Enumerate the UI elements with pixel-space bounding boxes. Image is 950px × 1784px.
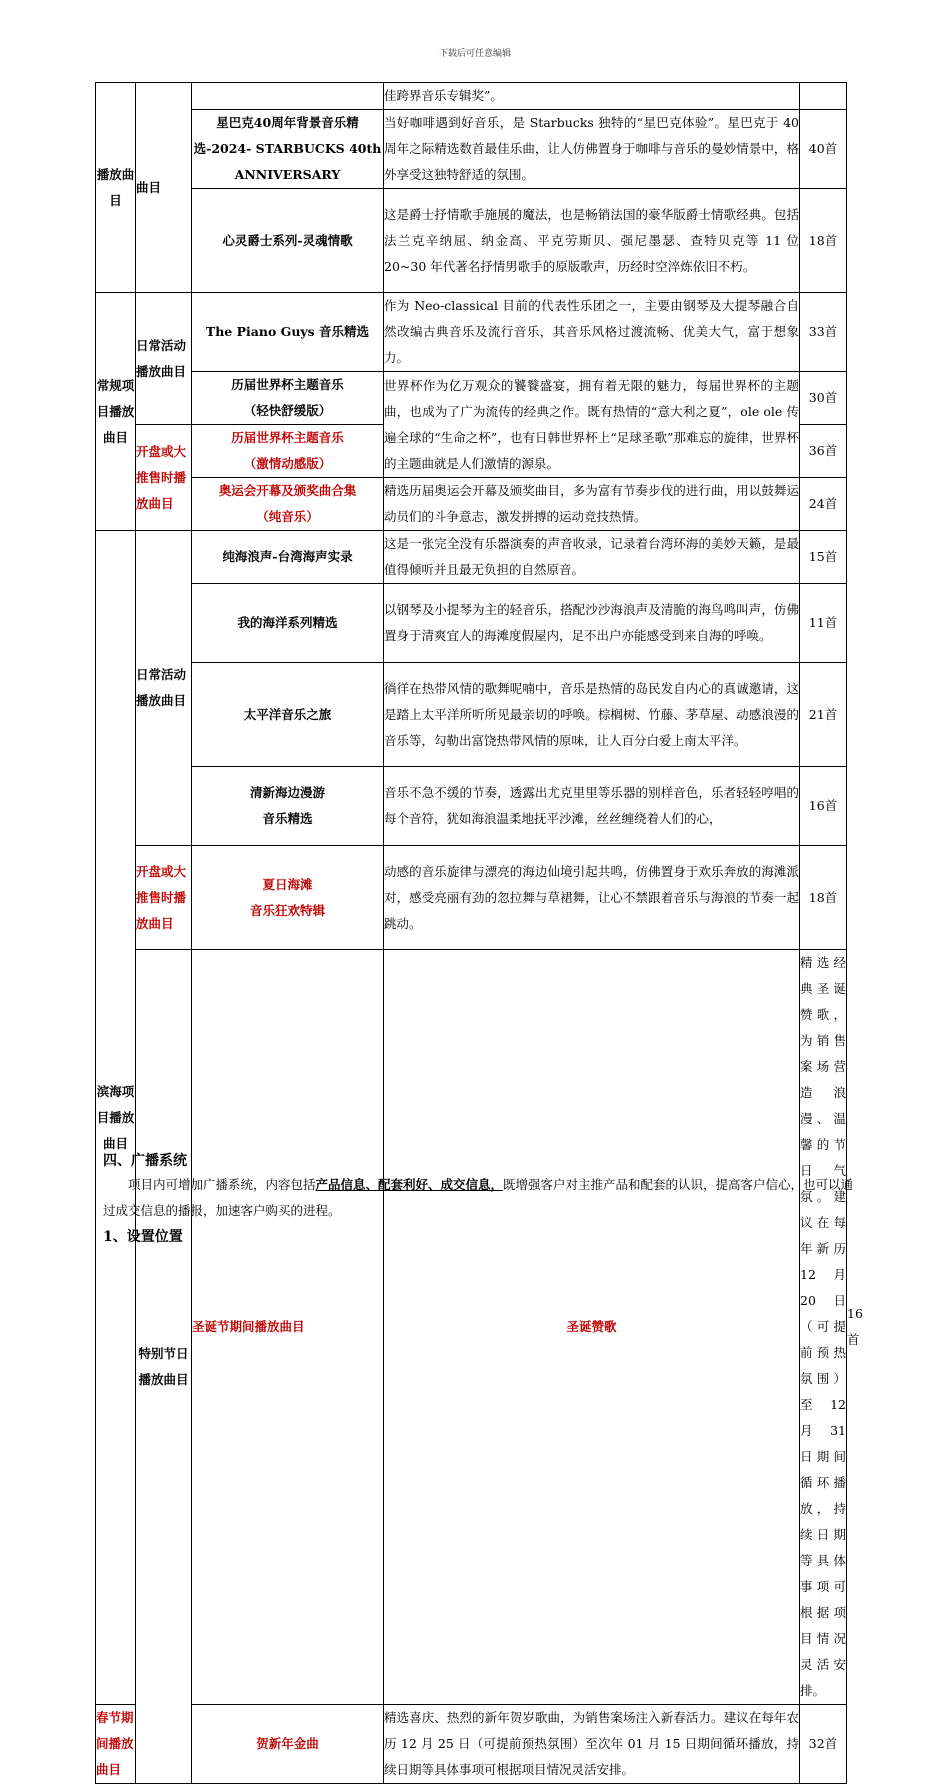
subcategory-cell: 日常活动播放曲目: [136, 293, 192, 425]
count-cell: 18首: [800, 846, 847, 950]
subcategory-cell: 圣诞节期间播放曲目: [192, 950, 384, 1705]
subcategory-cell: 春节期间播放曲目: [96, 1705, 136, 1784]
table-row: [96, 1705, 847, 1784]
desc-cell: 世界杯作为亿万观众的饕餮盛宴，拥有着无限的魅力，每届世界杯的主题曲，也成为了广为流传的经典之作。既有热情的“意大利之夏”，ole ole 传遍全球的“生命之杯”，也有日韩世界杯上“足球圣歌”那难忘的旋律，世界杯的主题曲就是人们激情的源泉。: [384, 372, 800, 478]
desc-cell: 精选经典圣诞赞歌，为销售案场营造浪漫、温馨的节日气氛。建议在每年新历 12 月 20 日（可提前预热氛围）至 12 月 31 日期间循环播放，持续日期等具体事项可根据项目情况灵活安排。: [800, 950, 847, 1705]
count-cell: 40首: [800, 110, 847, 189]
category-cell: 特别节日播放曲目: [136, 950, 192, 1784]
title-cell: 心灵爵士系列-灵魂情歌: [192, 189, 384, 293]
section-heading: 四、广播系统: [103, 1153, 187, 1169]
title-cell: 我的海洋系列精选: [192, 584, 384, 663]
title-cell: 历届世界杯主题音乐 （激情动感版）: [192, 425, 384, 478]
title-cell: 圣诞赞歌: [384, 950, 800, 1705]
title-cell: 纯海浪声-台湾海声实录: [192, 531, 384, 584]
title-cell: 清新海边漫游 音乐精选: [192, 767, 384, 846]
desc-cell: 这是爵士抒情歌手施展的魔法，也是畅销法国的豪华版爵士情歌经典。包括法兰克辛纳屈、纳金高、平克劳斯贝、强尼墨瑟、查特贝克等 11 位 20~30 年代著名抒情男歌手的原版歌声，历经时空淬炼依旧不朽。: [384, 189, 800, 293]
desc-cell: 精选喜庆、热烈的新年贺岁歌曲，为销售案场注入新春活力。建议在每年农历 12 月 25 日（可提前预热氛围）至次年 01 月 15 日期间循环播放，持续日期等具体事项可根据项目情况灵活安排。: [384, 1705, 800, 1784]
table-row: [96, 478, 847, 531]
count-cell: 36首: [800, 425, 847, 478]
desc-cell: 这是一张完全没有乐器演奏的声音收录，记录着台湾环海的美妙天籁，是最值得倾听并且最无负担的自然原音。: [384, 531, 800, 584]
table-row: [96, 110, 847, 189]
title-cell: The Piano Guys 音乐精选: [192, 293, 384, 372]
subcategory-cell: 开盘或大推售时播放曲目: [136, 846, 192, 950]
category-cell: 滨海项目播放曲目: [96, 531, 136, 1705]
count-cell: [800, 83, 847, 110]
count-cell: 30首: [800, 372, 847, 425]
title-cell: 星巴克40周年背景音乐精选-2024- STARBUCKS 40th ANNIVERSARY: [192, 110, 384, 189]
title-cell: 太平洋音乐之旅: [192, 663, 384, 767]
subcategory-cell: 开盘或大推售时播放曲目: [136, 425, 192, 531]
table-row: [96, 83, 847, 110]
desc-cell: 精选历届奥运会开幕及颁奖曲目，多为富有节奏步伐的进行曲，用以鼓舞运动员们的斗争意志，激发拼搏的运动竞技热情。: [384, 478, 800, 531]
desc-cell: 当好咖啡遇到好音乐，是 Starbucks 独特的“星巴克体验”。星巴克于 40 周年之际精选数首最佳乐曲，让人仿佛置身于咖啡与音乐的曼妙情景中，格外享受这独特舒适的氛围。: [384, 110, 800, 189]
table-row: 特别节日播放曲目 圣诞节期间播放曲目 圣诞赞歌 精选经典圣诞赞歌，为销售案场营造浪漫、温馨的节日气氛。建议在每年新历 12 月 20 日（可提前预热氛围）至 12 月 31 日期间循环播放，持续日期等具体事项可根据项目情况灵活安排。 16首: [96, 950, 847, 1705]
desc-cell: 佳跨界音乐专辑奖”。: [384, 83, 800, 110]
desc-cell: 动感的音乐旋律与漂亮的海边仙境引起共鸣，仿佛置身于欢乐奔放的海滩派对，感受亮丽有劲的忽拉舞与草裙舞，让心不禁跟着音乐与海浪的节奏一起跳动。: [384, 846, 800, 950]
music-table: [95, 82, 863, 1784]
count-cell: 11首: [800, 584, 847, 663]
table-row: [96, 846, 847, 950]
section-paragraph: 项目内可增加广播系统，内容包括产品信息、配套利好、成交信息，既增强客户对主推产品和配套的认识，提高客户信心，也可以通过成交信息的播报，加速客户购买的进程。: [103, 1177, 854, 1218]
count-cell: 16首: [800, 767, 847, 846]
subcategory-cell: 曲目: [136, 83, 192, 293]
title-cell: 奥运会开幕及颁奖曲合集 （纯音乐）: [192, 478, 384, 531]
table-row: [96, 663, 847, 767]
desc-cell: 音乐不急不缓的节奏，透露出尤克里里等乐器的别样音色，乐者轻轻哼唱的每个音符，犹如海浪温柔地抚平沙滩，丝丝缠绕着人们的心，: [384, 767, 800, 846]
count-cell: 15首: [800, 531, 847, 584]
count-cell: 33首: [800, 293, 847, 372]
desc-cell: 作为 Neo-classical 目前的代表性乐团之一，主要由钢琴及大提琴融合自然改编古典音乐及流行音乐，其音乐风格过渡流畅、优美大气，富于想象力。: [384, 293, 800, 372]
table-row: [96, 372, 847, 425]
table-row: [96, 293, 847, 372]
title-cell: [192, 83, 384, 110]
title-cell: 历届世界杯主题音乐 （轻快舒缓版）: [192, 372, 384, 425]
table-row: [96, 767, 847, 846]
count-cell: 21首: [800, 663, 847, 767]
category-cell: 常规项目播放曲目: [96, 293, 136, 531]
count-cell: 32首: [800, 1705, 847, 1784]
table-row: [96, 189, 847, 293]
count-cell: 24首: [800, 478, 847, 531]
subcategory-cell: 日常活动播放曲目: [136, 531, 192, 846]
desc-cell: 徜徉在热带风情的歌舞呢喃中，音乐是热情的岛民发自内心的真诚邀请，这是踏上太平洋所听所见最亲切的呼唤。棕榈树、竹藤、茅草屋、动感浪漫的音乐等，勾勒出富饶热带风情的原味，让人百分白爱上南太平洋。: [384, 663, 800, 767]
count-cell: 18首: [800, 189, 847, 293]
category-cell: 播放曲目: [96, 83, 136, 293]
subsection-heading: 1、设置位置: [103, 1229, 183, 1245]
title-cell: 夏日海滩 音乐狂欢特辑: [192, 846, 384, 950]
table-row: [96, 584, 847, 663]
table-row: [96, 531, 847, 584]
desc-cell: 以钢琴及小提琴为主的轻音乐，搭配沙沙海浪声及清脆的海鸟鸣叫声，仿佛置身于清爽宜人的海滩度假屋内，足不出户亦能感受到来自海的呼唤。: [384, 584, 800, 663]
title-cell: 贺新年金曲: [192, 1705, 384, 1784]
page-header: 下载后可任意编辑: [438, 49, 511, 59]
